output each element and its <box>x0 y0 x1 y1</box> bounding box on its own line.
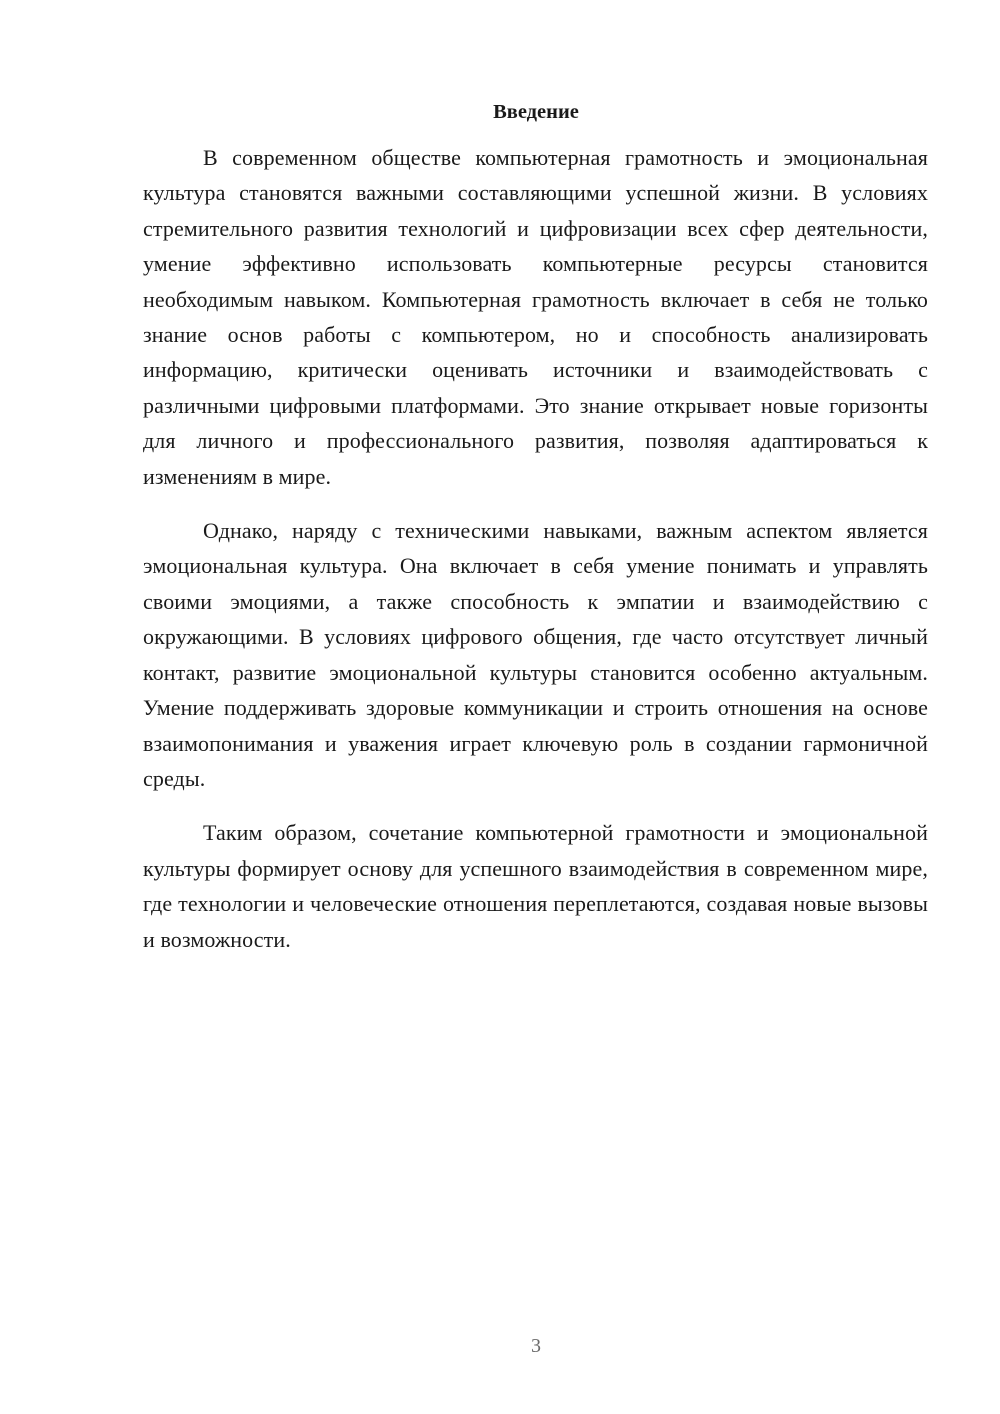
paragraph-2: Однако, наряду с техническими навыками, важным аспектом является эмоциональная культура. Она включает в себя умение понимать и управлять своими эмоциями, а также способность к эмпатии и взаимодействию с окружающими. В условиях цифрового общения, где часто отсутствует личный контакт, развитие эмоциональной культуры становится особенно актуальным. Умение поддерживать здоровые коммуникации и строить отношения на основе взаимопонимания и уважения играет ключевую роль в создании гармоничной среды. <box>143 518 928 791</box>
page-title: Введение <box>493 101 579 123</box>
body-text <box>143 140 928 976</box>
paragraph-1: В современном обществе компьютерная грамотность и эмоциональная культура становятся важными составляющими успешной жизни. В условиях стремительного развития технологий и цифровизации всех сфер деятельности, умение эффективно использовать компьютерные ресурсы становится необходимым навыком. Компьютерная грамотность включает в себя не только знание основ работы с компьютером, но и способность анализировать информацию, критически оценивать источники и взаимодействовать с различными цифровыми платформами. Это знание открывает новые горизонты для личного и профессионального развития, позволяя адаптироваться к изменениям в мире. <box>143 145 928 489</box>
page-number: 3 <box>531 1335 541 1357</box>
paragraph-3: Таким образом, сочетание компьютерной грамотности и эмоциональной культуры формирует основу для успешного взаимодействия в современном мире, где технологии и человеческие отношения переплетаются, создавая новые вызовы и возможности. <box>143 820 928 952</box>
